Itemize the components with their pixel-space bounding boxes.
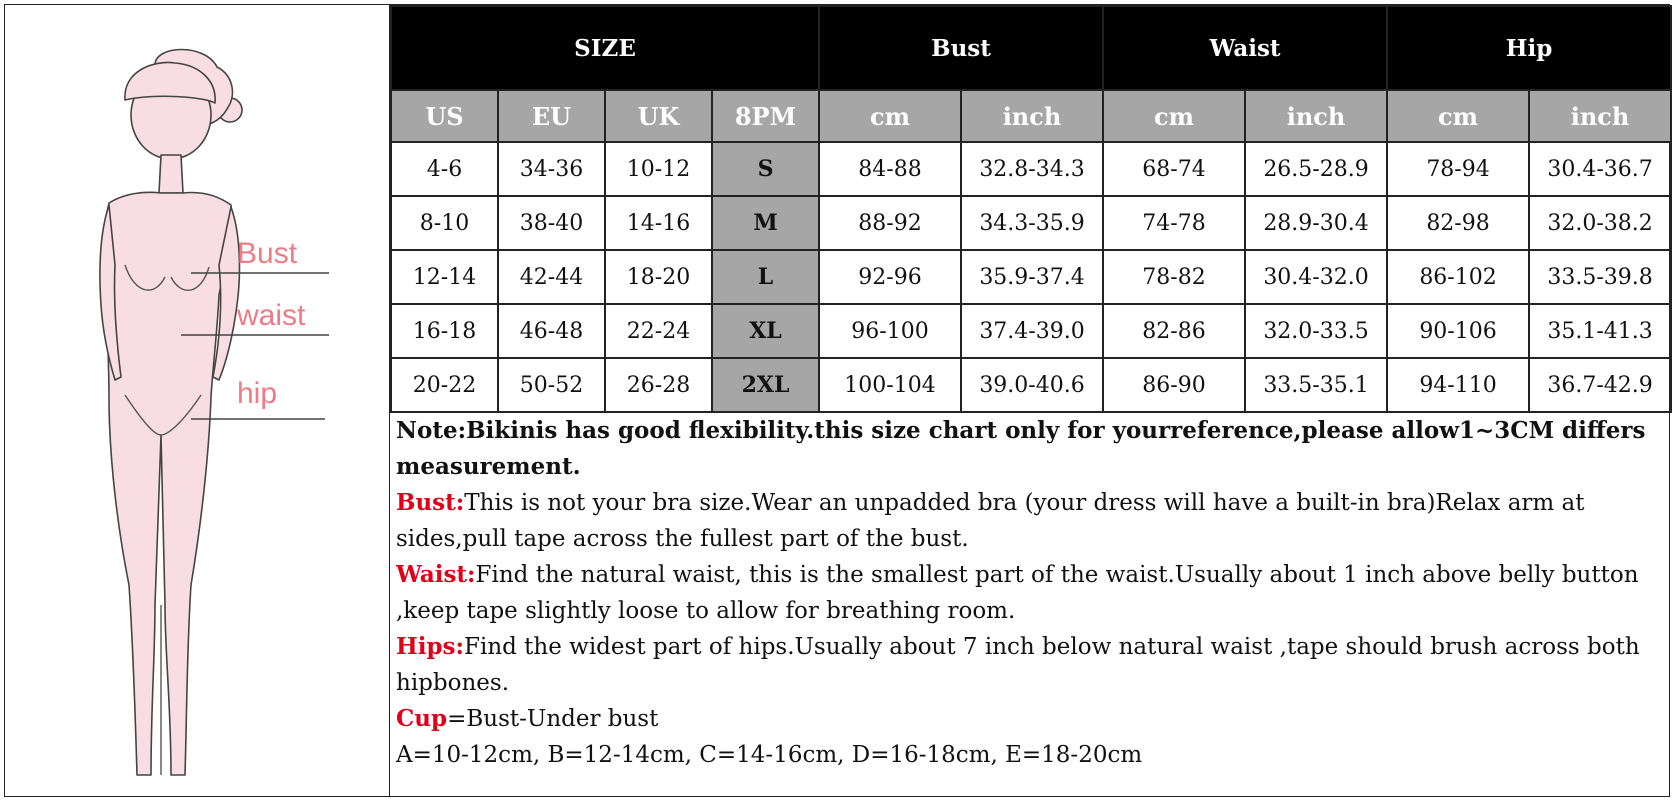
table-cell: 68-74 xyxy=(1103,142,1245,196)
column-header: cm xyxy=(1103,90,1245,142)
size-cell: M xyxy=(712,196,819,250)
table-cell: 78-94 xyxy=(1387,142,1529,196)
table-cell: 4-6 xyxy=(391,142,498,196)
hips-note-label: Hips: xyxy=(396,633,464,660)
table-cell: 39.0-40.6 xyxy=(961,358,1103,412)
table-cell: 34.3-35.9 xyxy=(961,196,1103,250)
table-cell: 33.5-35.1 xyxy=(1245,358,1387,412)
cup-sizes: A=10-12cm, B=12-14cm, C=14-16cm, D=16-18cm, E=18-20cm xyxy=(396,742,1143,768)
waist-note-label: Waist: xyxy=(396,561,476,588)
bust-note xyxy=(396,485,1664,557)
table-row xyxy=(391,196,1671,250)
table-cell: 94-110 xyxy=(1387,358,1529,412)
table-cell: 74-78 xyxy=(1103,196,1245,250)
waist-note-text: Find the natural waist, this is the smallest part of the waist.Usually about 1 inch above belly button ,keep tape slightly loose to allow for breathing room. xyxy=(396,562,1639,624)
table-cell: 92-96 xyxy=(819,250,961,304)
size-cell: XL xyxy=(712,304,819,358)
table-cell: 84-88 xyxy=(819,142,961,196)
cup-note-label: Cup xyxy=(396,705,448,732)
table-cell: 100-104 xyxy=(819,358,961,412)
size-cell: 2XL xyxy=(712,358,819,412)
column-header: cm xyxy=(1387,90,1529,142)
table-cell: 8-10 xyxy=(391,196,498,250)
table-cell: 26-28 xyxy=(605,358,712,412)
body-figure-illustration xyxy=(5,5,391,798)
table-cell: 36.7-42.9 xyxy=(1529,358,1671,412)
table-cell: 20-22 xyxy=(391,358,498,412)
table-cell: 14-16 xyxy=(605,196,712,250)
bust-note-text: This is not your bra size.Wear an unpadded bra (your dress will have a built-in bra)Relax arm at sides,pull tape across the fullest part of the bust. xyxy=(396,490,1585,552)
hip-group-header: Hip xyxy=(1387,6,1671,90)
hip-figure-label: hip xyxy=(237,377,278,410)
table-cell: 46-48 xyxy=(498,304,605,358)
waist-figure-label: waist xyxy=(237,299,306,332)
table-row xyxy=(391,250,1671,304)
measurement-figure-panel xyxy=(4,4,390,797)
cup-note-text: =Bust-Under bust xyxy=(447,706,659,732)
table-cell: 96-100 xyxy=(819,304,961,358)
table-cell: 28.9-30.4 xyxy=(1245,196,1387,250)
table-cell: 10-12 xyxy=(605,142,712,196)
table-cell: 50-52 xyxy=(498,358,605,412)
waist-note xyxy=(396,557,1664,629)
table-cell: 82-98 xyxy=(1387,196,1529,250)
column-header: inch xyxy=(1245,90,1387,142)
table-cell: 86-102 xyxy=(1387,250,1529,304)
table-cell: 82-86 xyxy=(1103,304,1245,358)
cup-note xyxy=(396,701,1664,737)
column-header: US xyxy=(391,90,498,142)
table-cell: 35.1-41.3 xyxy=(1529,304,1671,358)
table-cell: 30.4-36.7 xyxy=(1529,142,1671,196)
bust-note-label: Bust: xyxy=(396,489,465,516)
size-cell: L xyxy=(712,250,819,304)
column-header: cm xyxy=(819,90,961,142)
size-chart xyxy=(390,4,1670,797)
table-cell: 32.0-38.2 xyxy=(1529,196,1671,250)
table-cell: 16-18 xyxy=(391,304,498,358)
table-row xyxy=(391,358,1671,412)
column-header: inch xyxy=(961,90,1103,142)
table-cell: 42-44 xyxy=(498,250,605,304)
table-cell: 30.4-32.0 xyxy=(1245,250,1387,304)
size-group-header: SIZE xyxy=(391,6,819,90)
note-text: Note:Bikinis has good flexibility.this size chart only for yourreference,please allow1~3CM differs measurement. xyxy=(396,417,1646,480)
hips-note xyxy=(396,629,1664,701)
size-table xyxy=(390,5,1672,413)
column-header: inch xyxy=(1529,90,1671,142)
bust-group-header: Bust xyxy=(819,6,1103,90)
table-cell: 26.5-28.9 xyxy=(1245,142,1387,196)
table-cell: 32.0-33.5 xyxy=(1245,304,1387,358)
group-header-row xyxy=(391,6,1671,90)
table-cell: 32.8-34.3 xyxy=(961,142,1103,196)
table-cell: 12-14 xyxy=(391,250,498,304)
table-cell: 34-36 xyxy=(498,142,605,196)
column-header: EU xyxy=(498,90,605,142)
table-row xyxy=(391,142,1671,196)
table-row xyxy=(391,304,1671,358)
table-cell: 18-20 xyxy=(605,250,712,304)
measurement-notes xyxy=(390,413,1670,773)
column-header: 8PM xyxy=(712,90,819,142)
subheader-row xyxy=(391,90,1671,142)
table-cell: 38-40 xyxy=(498,196,605,250)
table-cell: 88-92 xyxy=(819,196,961,250)
size-cell: S xyxy=(712,142,819,196)
table-cell: 86-90 xyxy=(1103,358,1245,412)
column-header: UK xyxy=(605,90,712,142)
table-cell: 78-82 xyxy=(1103,250,1245,304)
table-cell: 22-24 xyxy=(605,304,712,358)
bust-figure-label: Bust xyxy=(237,237,298,270)
hips-note-text: Find the widest part of hips.Usually about 7 inch below natural waist ,tape should brush across both hipbones. xyxy=(396,634,1640,696)
table-cell: 33.5-39.8 xyxy=(1529,250,1671,304)
table-cell: 35.9-37.4 xyxy=(961,250,1103,304)
table-cell: 37.4-39.0 xyxy=(961,304,1103,358)
table-cell: 90-106 xyxy=(1387,304,1529,358)
waist-group-header: Waist xyxy=(1103,6,1387,90)
